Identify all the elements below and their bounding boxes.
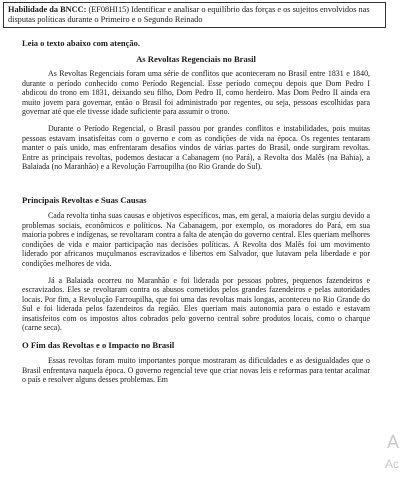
section-paragraph: Essas revoltas foram muito importantes porque mostraram as dificuldades e as desigualdades que o Brasil enfrentava naquela época. O governo regencial teve que criar novas leis e reformas para tentar acalmar o país e resolver alguns desses problemas. Em (22, 356, 370, 385)
text-title: As Revoltas Regenciais no Brasil (136, 54, 256, 64)
section-heading-end: O Fim das Revoltas e o Impacto no Brasil (22, 340, 175, 351)
intro-paragraph: Durante o Período Regencial, o Brasil passou por grandes conflitos e instabilidades, pois muitas pessoas estavam insatisfeitas com o governo e com as condições de vida na época. Os regentes tentaram manter o país unido, mas enfrentaram desafios vindos de várias partes do Brasil, onde surgiram revoltas. Entre as principais revoltas, podemos destacar a Cabanagem (no Pará), a Revolta dos Malês (na Bahia), a Balaiada (no Maranhão) e a Revolução Farroupilha (no Rio Grande do Sul). (22, 123, 370, 172)
bncc-skill-label: Habilidade da BNCC: (8, 5, 87, 14)
section-heading-causes: Principais Revoltas e Suas Causas (22, 194, 147, 205)
bncc-skill-box (3, 2, 386, 28)
section-paragraph: Já a Balaiada ocorreu no Maranhão e foi liderada por pessoas pobres, pequenos fazendeiros e escravizados. Eles se revoltaram contra os abusos cometidos pelos grandes fazendeiros e pelas autoridades locais. Por fim, a Revolução Farroupilha, que foi uma das revoltas mais longas, aconteceu no Rio Grande do Sul e foi liderada pelos fazendeiros da região. Eles queriam mais autonomia para o estado e estavam insatisfeitos com os impostos altos cobrados pelo governo central sobre produtos locais, como o charque (carne seca). (22, 275, 370, 333)
bncc-skill-text: (EF08HI15) Identificar e analisar o equilíbrio das forças e os sujeitos envolvidos nas disputas políticas durante o Primeiro e o Segundo Reinado (8, 5, 370, 24)
activation-watermark-sub: Ac (384, 457, 399, 471)
reading-instruction: Leia o texto abaixo com atenção. (22, 38, 141, 48)
spacer (22, 179, 370, 195)
document-body (22, 38, 370, 392)
activation-watermark: A (386, 432, 399, 452)
intro-paragraph: As Revoltas Regenciais foram uma série de conflitos que aconteceram no Brasil entre 1831 e 1840, durante o período conhecido como Período Regencial. Esse período começou depois que Dom Pedro I abdicou do trono em 1831, deixando seu filho, Dom Pedro II, como herdeiro. Mas Dom Pedro II ainda era muito jovem para governar, então o Brasil foi administrado por regentes, ou seja, pessoas escolhidas para governar até que ele tivesse idade suficiente para assumir o trono. (22, 69, 370, 117)
section-paragraph: Cada revolta tinha suas causas e objetivos específicos, mas, em geral, a maioria delas surgiu devido a problemas sociais, econômicos e políticos. Na Cabanagem, por exemplo, os moradores do Pará, em sua maioria pobres e indígenas, se revoltaram contra a falta de atenção do governo central. Eles queriam melhores condições de vida e maior participação nas decisões políticas. A Revolta dos Malês foi um movimento liderado por africanos muçulmanos escravizados e libertos em Salvador, que lutavam pela liberdade e por condições melhores de vida. (22, 210, 370, 268)
